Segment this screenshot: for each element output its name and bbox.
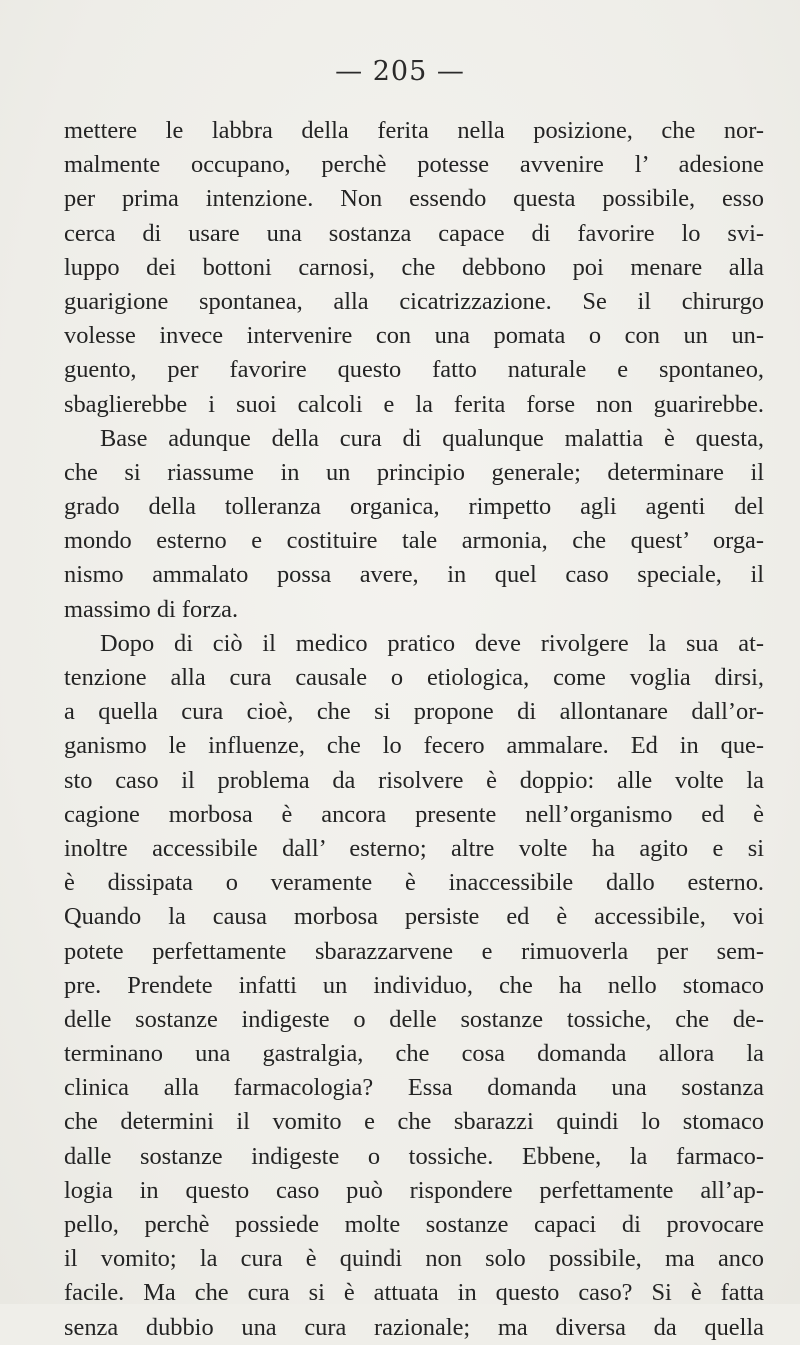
text-line: senza dubbio una cura razionale; ma diversa da quella [64, 1313, 764, 1341]
text-line: potete perfettamente sbarazzarvene e rimuoverla per sem- [64, 937, 764, 965]
page-number: — 205 — [335, 56, 465, 87]
text-line: ganismo le influenze, che lo fecero ammalare. Ed in que- [64, 732, 764, 760]
text-line: è dissipata o veramente è inaccessibile dallo esterno. [64, 869, 764, 897]
text-line: pello, perchè possiede molte sostanze capaci di provocare [64, 1211, 764, 1238]
text-line: dalle sostanze indigeste o tossiche. Ebbene, la farmaco- [64, 1142, 764, 1170]
text-line: facile. Ma che cura si è attuata in questo caso? Si è fatta [64, 1279, 764, 1307]
text-line: Dopo di ciò il medico pratico deve rivolgere la sua at- [100, 629, 764, 657]
text-line: clinica alla farmacologia? Essa domanda una sostanza [64, 1074, 764, 1102]
text-line: cerca di usare una sostanza capace di favorire lo svi- [64, 219, 764, 247]
text-line: luppo dei bottoni carnosi, che debbono poi menare alla [64, 253, 764, 281]
text-line: a quella cura cioè, che si propone di allontanare dall’or- [64, 698, 764, 726]
text-line: grado della tolleranza organica, rimpetto agli agenti del [64, 493, 764, 521]
text-line: Quando la causa morbosa persiste ed è accessibile, voi [64, 903, 764, 931]
text-line: il vomito; la cura è quindi non solo possibile, ma anco [64, 1245, 764, 1273]
text-line: guento, per favorire questo fatto naturale e spontaneo, [64, 356, 764, 384]
text-line: pre. Prendete infatti un individuo, che ha nello stomaco [64, 971, 764, 999]
text-line: delle sostanze indigeste o delle sostanze tossiche, che de- [64, 1005, 764, 1033]
text-line: Base adunque della cura di qualunque malattia è questa, [100, 424, 764, 452]
text-line: che determini il vomito e che sbarazzi quindi lo stomaco [64, 1108, 764, 1136]
text-line: che si riassume in un principio generale; determinare il [64, 458, 764, 486]
text-line: mettere le labbra della ferita nella posizione, che nor- [64, 117, 764, 144]
text-line: nismo ammalato possa avere, in quel caso speciale, il [64, 561, 764, 589]
text-line: guarigione spontanea, alla cicatrizzazione. Se il chirurgo [64, 287, 764, 315]
body-text [64, 114, 764, 1345]
text-line: inoltre accessibile dall’ esterno; altre volte ha agito e si [64, 834, 764, 862]
text-line: logia in questo caso può rispondere perfettamente all’ap- [64, 1176, 764, 1204]
text-line: terminano una gastralgia, che cosa domanda allora la [64, 1040, 764, 1068]
text-line: cagione morbosa è ancora presente nell’organismo ed è [64, 800, 764, 828]
text-line: mondo esterno e costituire tale armonia, che quest’ orga- [64, 527, 764, 555]
text-line: sbaglierebbe i suoi calcoli e la ferita forse non guarirebbe. [64, 390, 764, 418]
text-line: malmente occupano, perchè potesse avvenire l’ adesione [64, 151, 764, 179]
text-line: tenzione alla cura causale o etiologica, come voglia dirsi, [64, 664, 764, 691]
text-line: per prima intenzione. Non essendo questa possibile, esso [64, 185, 764, 213]
text-line: sto caso il problema da risolvere è doppio: alle volte la [64, 766, 764, 794]
text-line: volesse invece intervenire con una pomata o con un un- [64, 322, 764, 350]
text-line: massimo di forza. [64, 595, 239, 623]
